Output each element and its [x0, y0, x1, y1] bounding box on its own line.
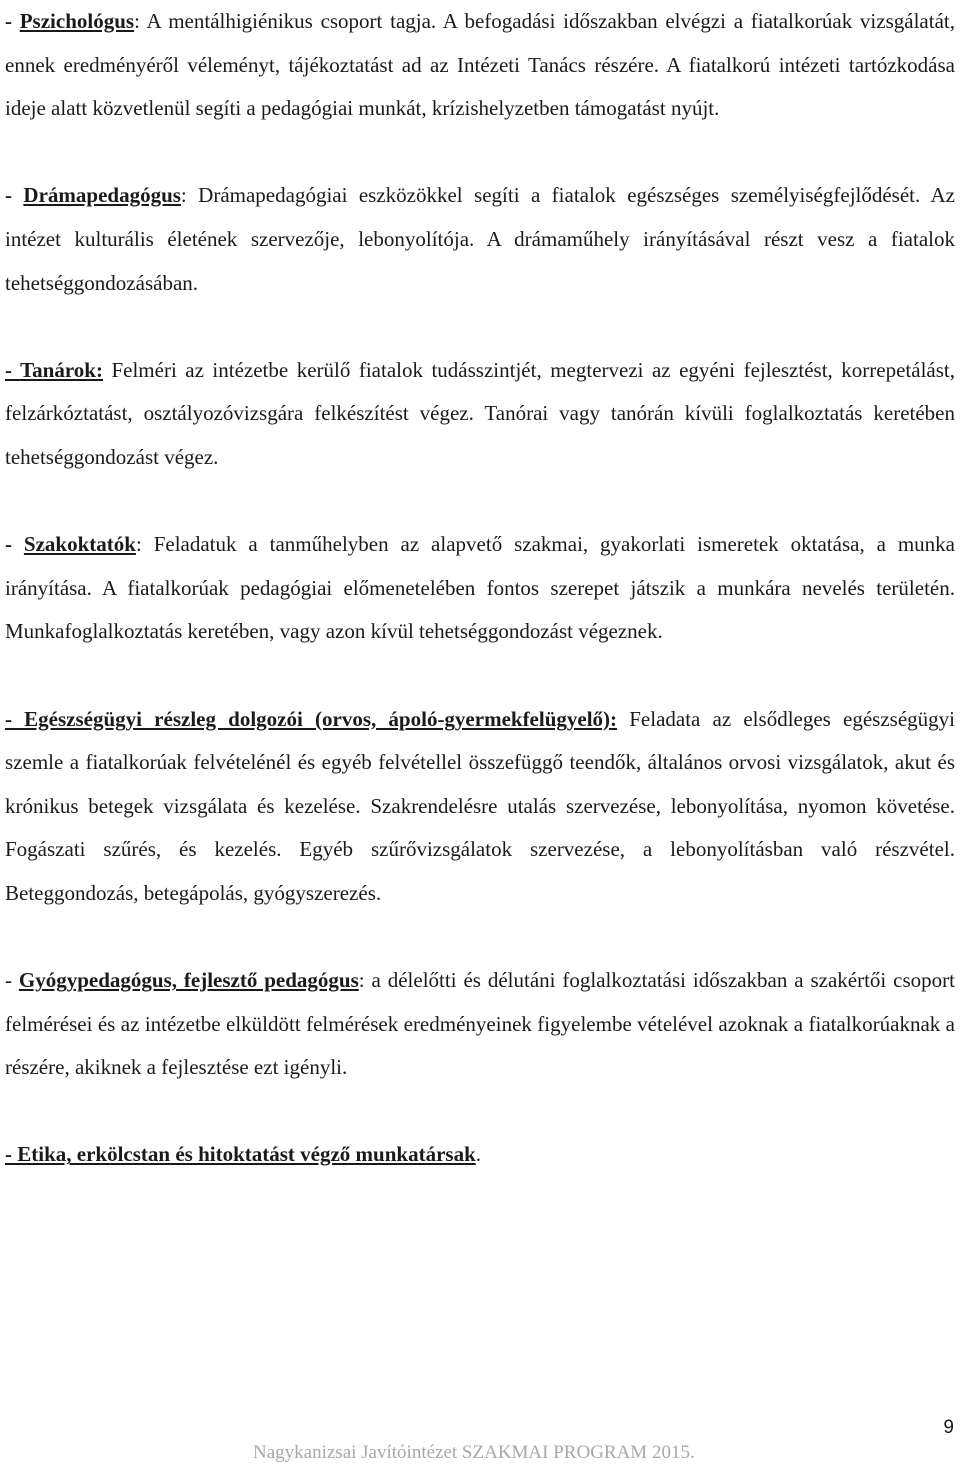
role-title: - Etika, erkölcstan és hitoktatást végző munkatársak [5, 1142, 476, 1167]
role-title: Drámapedagógus [23, 183, 181, 208]
separator: : [134, 9, 147, 33]
role-title: Pszichológus [19, 9, 135, 33]
role-title: Gyógypedagógus, fejlesztő pedagógus [18, 968, 359, 993]
page-footer: Nagykanizsai Javítóintézet SZAKMAI PROGRAM 2015. [253, 1442, 695, 1463]
role-description: Felméri az intézetbe kerülő fiatalok tudásszintjét, megtervezi az egyéni fejlesztést, korrepetálást, felzárkóztatást, osztályozóvizsgára felkészítést végez. Tanórai vagy tanórán kívüli foglalkoztatás keretében tehetséggondozást végez. [5, 357, 955, 469]
paragraph-etika [5, 1133, 955, 1177]
spacer [5, 131, 955, 175]
paragraph-egeszsegugyi [5, 698, 955, 916]
document-body [5, 0, 955, 1177]
role-description: Feladatuk a tanműhelyben az alapvető szakmai, gyakorlati ismeretek oktatása, a munka irányítása. A fiatalkorúak pedagógiai előmenetelében fontos szerepet játszik a munkára nevelés területén. Munkafoglalkoztatás keretében, vagy azon kívül tehetséggondozást végeznek. [5, 532, 955, 644]
separator: : [135, 532, 154, 557]
role-title: - Egészségügyi részleg dolgozói (orvos, ápoló-gyermekfelügyelő): [5, 706, 618, 731]
paragraph-pszichologus [5, 0, 955, 131]
spacer [5, 654, 955, 698]
role-title: - Tanárok: [5, 357, 103, 382]
page-number: 9 [943, 1417, 954, 1438]
separator: : [358, 968, 372, 993]
paragraph-szakoktatok [5, 523, 955, 654]
dash: - [5, 9, 20, 33]
spacer [5, 305, 955, 349]
dash: - [5, 532, 24, 557]
spacer [5, 915, 955, 959]
role-description: Feladata az elsődleges egészségügyi szemle a fiatalkorúak felvételénél és egyéb felvétellel összefüggő teendők, általános orvosi vizsgálatok, akut és krónikus betegek vizsgálata és kezelése. Szakrendelésre utalás szervezése, lebonyolítása, nyomon követése. Fogászati szűrés, és kezelés. Egyéb szűrővizsgálatok szervezése, a lebonyolításban való részvétel. Beteggondozás, betegápolás, gyógyszerezés. [5, 706, 955, 905]
dash: - [5, 183, 24, 208]
role-title: Szakoktatók [23, 532, 136, 557]
role-description: . [475, 1142, 481, 1167]
paragraph-gyogypedagogus [5, 959, 955, 1090]
role-description: A mentálhigiénikus csoport tagja. A befogadási időszakban elvégzi a fiatalkorúak vizsgálatát, ennek eredményéről véleményt, tájékoztatást ad az Intézeti Tanács részére. A fiatalkorú intézeti tartózkodása ideje alatt közvetlenül segíti a pedagógiai munkát, krízishelyzetben támogatást nyújt. [5, 9, 955, 121]
spacer [5, 1090, 955, 1134]
paragraph-tanarok [5, 349, 955, 480]
dash: - [5, 968, 19, 993]
separator: : [180, 183, 199, 208]
spacer [5, 480, 955, 524]
role-description: Drámapedagógiai eszközökkel segíti a fiatalok egészséges személyiségfejlődését. Az intézet kulturális életének szervezője, lebonyolítója. A drámaműhely irányításával részt vesz a fiatalok tehetséggondozásában. [5, 183, 955, 295]
paragraph-dramapedagogus [5, 174, 955, 305]
role-description: a délelőtti és délutáni foglalkoztatási időszakban a szakértői csoport felmérései és az intézetbe elküldött felmérések eredményeinek figyelembe vételével azoknak a fiatalkorúaknak a részére, akiknek a fejlesztése ezt igényli. [5, 968, 955, 1080]
